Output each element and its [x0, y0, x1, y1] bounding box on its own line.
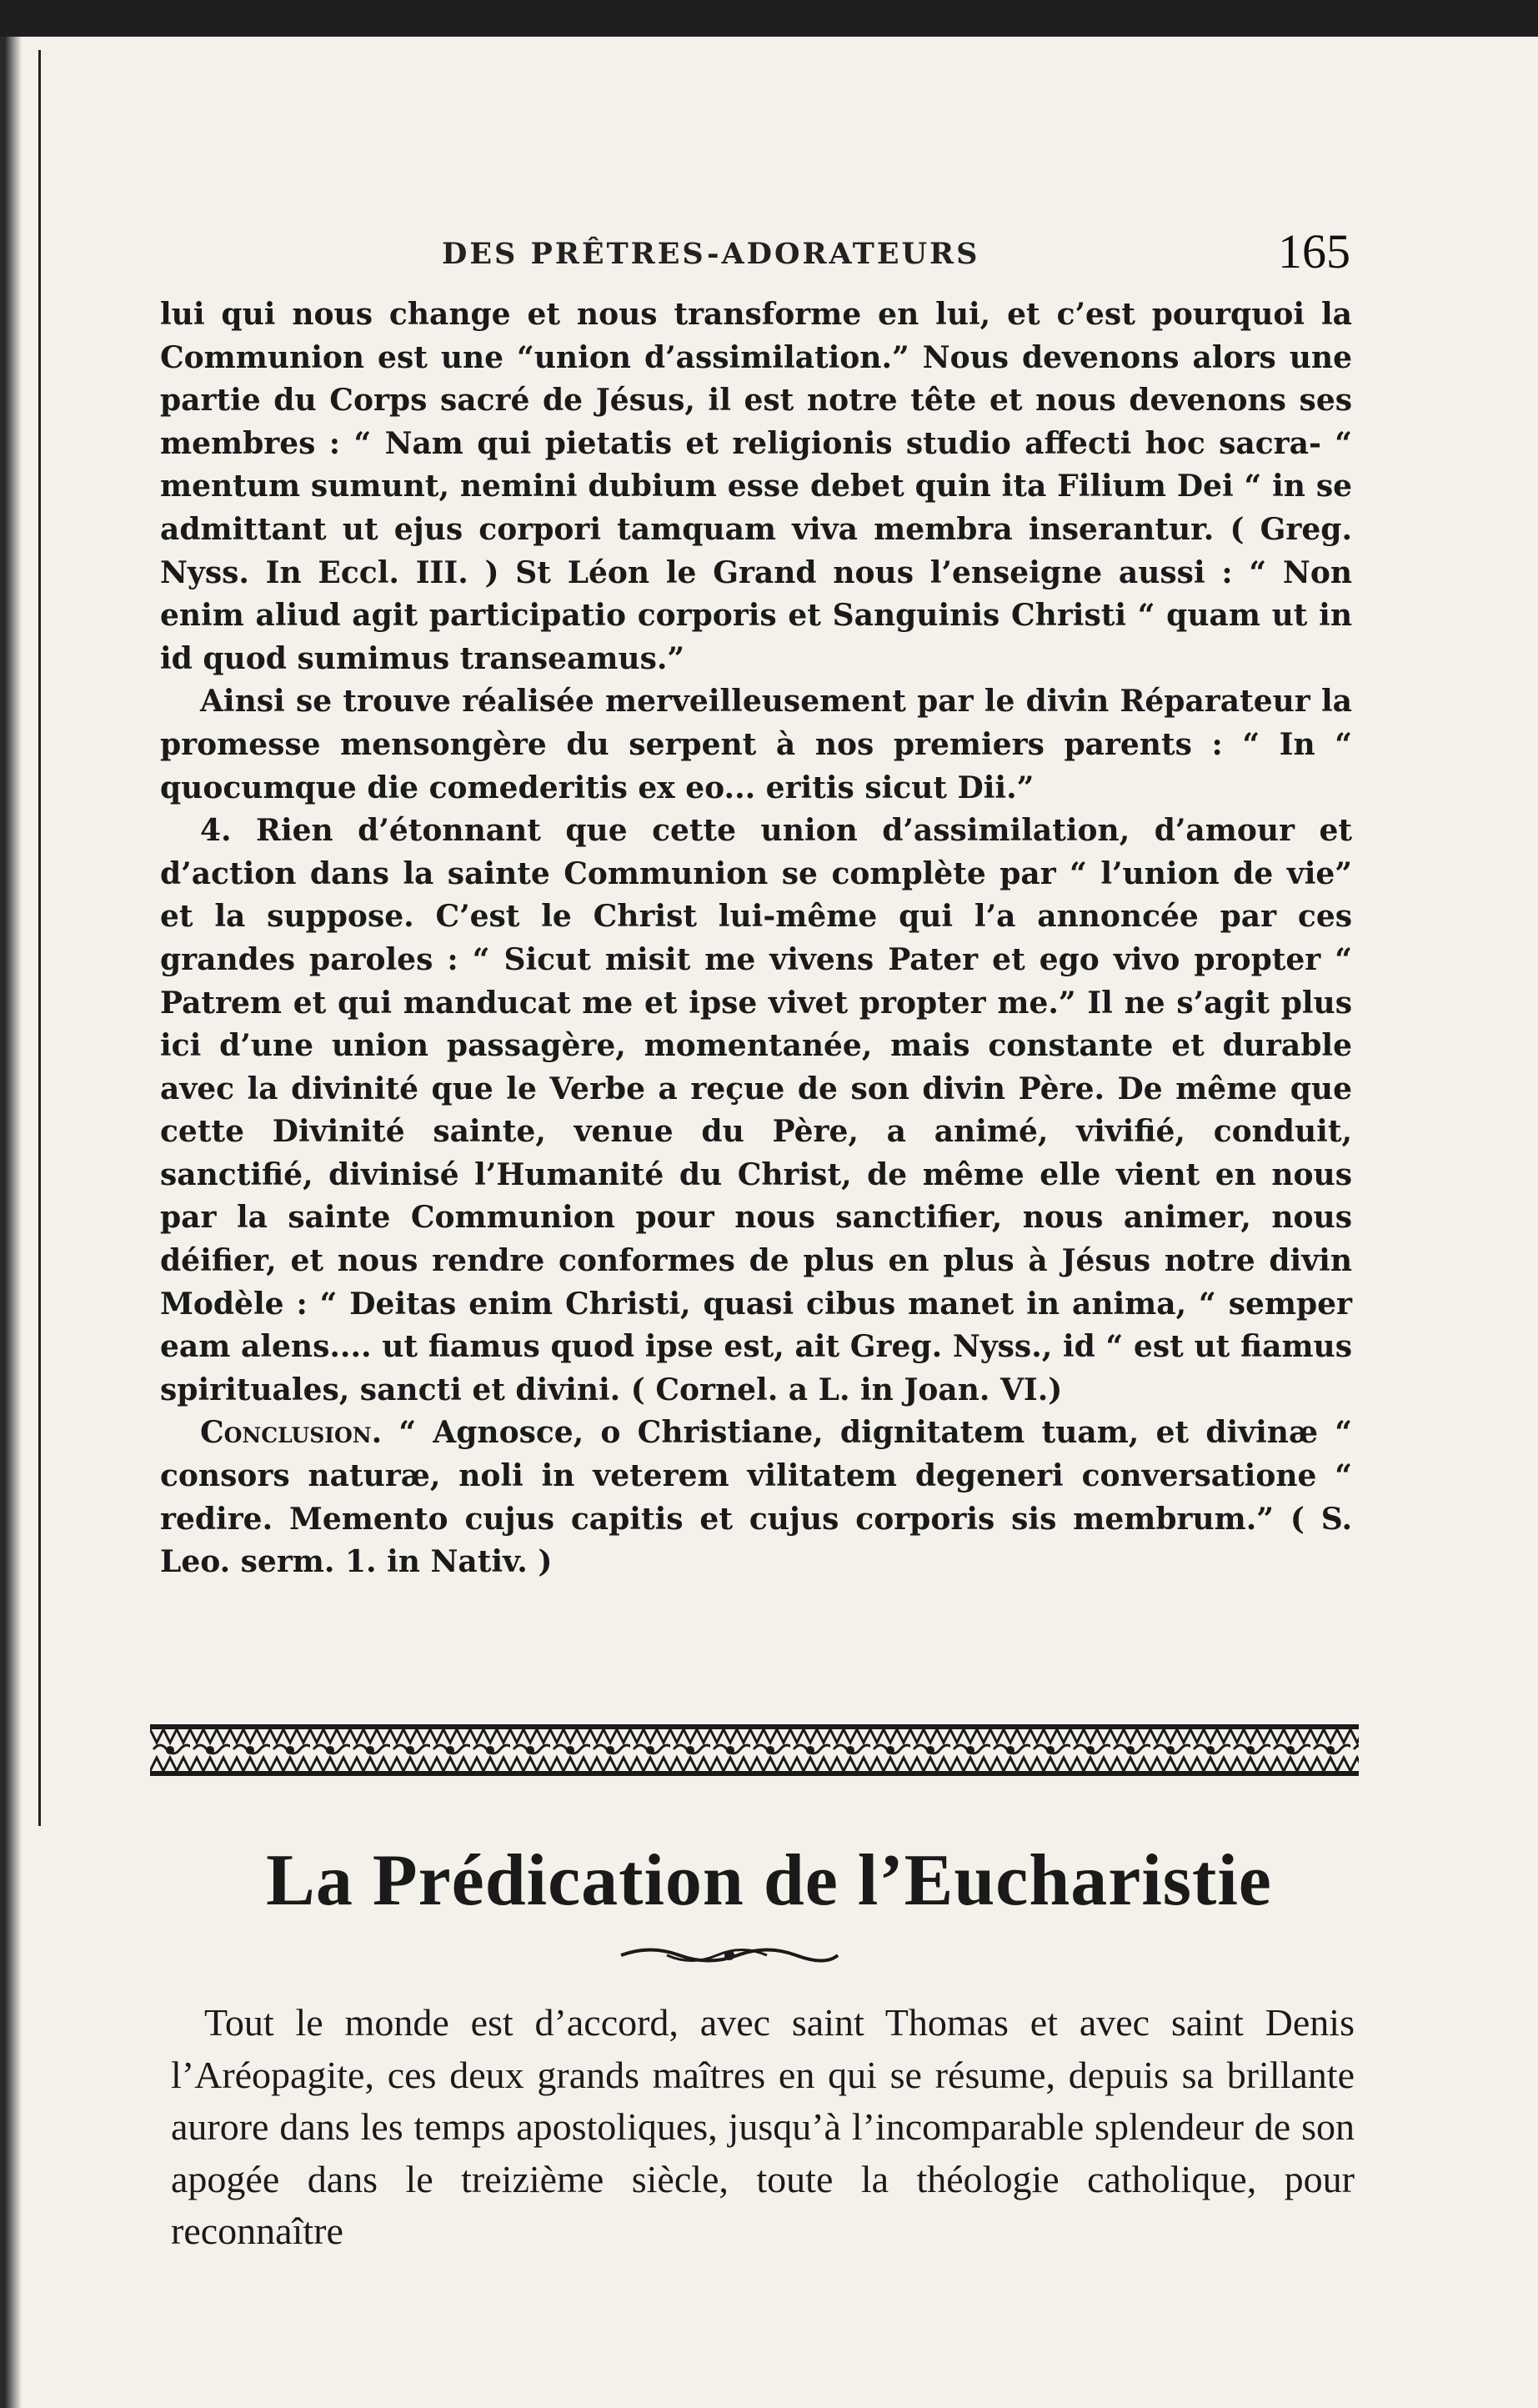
section-title: La Prédication de l’Eucharistie — [266, 1840, 1272, 1921]
paragraph: 4. Rien d’étonnant que cette union d’assimilation, d’amour et d’action dans la sainte Communion se complète par “ l’union de vie” et la suppose. C’est le Christ lui-même qui l’a annoncée par ces grandes paroles : “ Sicut misit me vivens Pater et ego vivo propter “ Patrem et qui manducat me et ipse vivet propter me.” Il ne s’agit plus ici d’une union passagère, momentanée, mais constante et durable avec la divinité que le Verbe a reçue de son divin Père. De même que cette Divinité sainte, venue du Père, a animé, vivifié, conduit, sanctifié, divinisé l’Humanité du Christ, de même elle vient en nous par la sainte Communion pour nous sanctifier, nous animer, nous déifier, et nous rendre conformes de plus en plus à Jésus notre divin Modèle : “ Deitas enim Christi, quasi cibus manet in anima, “ semper eam alens.... ut fiamus quod ipse est, ait Greg. Nyss., id “ est ut fiamus spirituales, sancti et divini. ( Cornel. a L. in Joan. VI.) — [160, 813, 1352, 1407]
scan-left-edge — [0, 37, 22, 2408]
running-head — [167, 223, 1350, 282]
body-text — [160, 293, 1352, 1584]
conclusion-label: Conclusion. — [200, 1415, 383, 1451]
swash-ornament — [617, 1943, 842, 1968]
paragraph: Ainsi se trouve réalisée merveilleusement par le divin Réparateur la promesse mensongère du serpent à nos premiers parents : “ In “ quocumque die comederitis ex eo... eritis sicut Dii.” — [160, 684, 1352, 805]
scan-top-border — [0, 0, 1538, 37]
conclusion-paragraph — [160, 1412, 1352, 1583]
section-intro — [171, 1997, 1355, 2258]
ornamental-border — [150, 1724, 1359, 1776]
page-number: 165 — [1278, 224, 1350, 278]
conclusion-text: “ Agnosce, o Christiane, dignitatem tuam, et divinæ “ consors naturæ, noli in veterem vilitatem degeneri conversatione “ redire. Memento cujus capitis et cujus corporis sis membrum.” ( S. Leo. serm. 1. in Nativ. ) — [160, 1415, 1352, 1580]
running-title: DES PRÊTRES-ADORATEURS — [442, 237, 980, 271]
scan-left-rule — [38, 50, 41, 1826]
paragraph: lui qui nous change et nous transforme en lui, et c’est pourquoi la Communion est une “union d’assimilation.” Nous devenons alors une partie du Corps sacré de Jésus, il est notre tête et nous devenons ses membres : “ Nam qui pietatis et religionis studio affecti hoc sacra- “ mentum sumunt, nemini dubium esse debet quin ita Filium Dei “ in se admittant ut ejus corpori tamquam viva membra inserantur. ( Greg. Nyss. In Eccl. III. ) St Léon le Grand nous l’enseigne aussi : “ Non enim aliud agit participatio corporis et Sanguinis Christi “ quam ut in id quod sumimus transeamus.” — [160, 297, 1352, 676]
paragraph: Tout le monde est d’accord, avec saint Thomas et avec saint Denis l’Aréopagite, ces deux grands maîtres en qui se résume, depuis sa brillante aurore dans les temps apostoliques, jusqu’à l’incomparable splendeur de son apogée dans le treizième siècle, toute la théologie catholique, pour reconnaître — [171, 2001, 1355, 2252]
